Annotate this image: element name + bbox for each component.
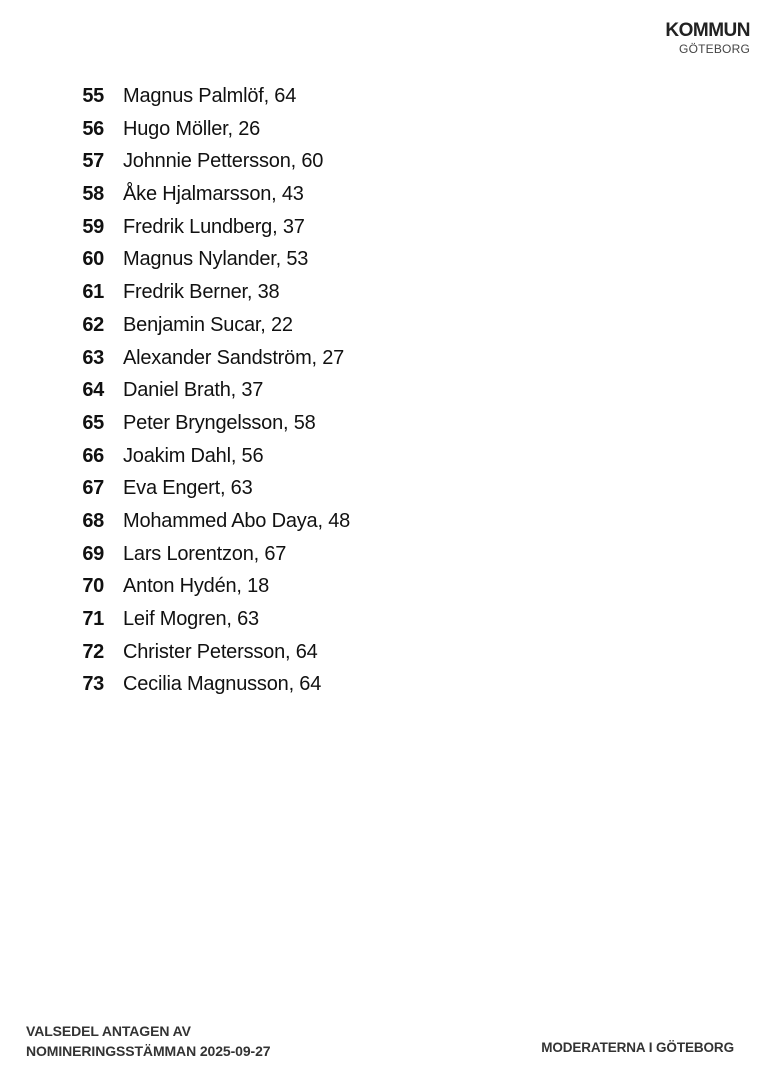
candidate-number: 67: [82, 477, 104, 500]
candidate-row: [60, 440, 350, 473]
candidate-name: Lars Lorentzon, 67: [123, 542, 287, 565]
candidate-row: [60, 276, 350, 309]
candidate-row: [60, 113, 350, 146]
candidate-name: Fredrik Lundberg, 37: [123, 215, 305, 238]
candidate-name: Anton Hydén, 18: [123, 575, 269, 598]
candidate-name: Johnnie Pettersson, 60: [123, 150, 324, 173]
candidate-number: 69: [82, 542, 104, 565]
candidate-row: [60, 505, 350, 538]
candidate-name: Cecilia Magnusson, 64: [123, 673, 322, 696]
candidate-name: Benjamin Sucar, 22: [123, 313, 293, 336]
candidate-number: 61: [82, 281, 104, 304]
candidate-number: 68: [82, 509, 104, 532]
candidate-number: 63: [82, 346, 104, 369]
candidate-number: 62: [82, 313, 104, 336]
candidate-number: 60: [82, 248, 104, 271]
candidate-row: [60, 472, 350, 505]
header-subtitle: GÖTEBORG: [679, 42, 750, 56]
candidate-row: [60, 342, 350, 375]
footer-left-line1: VALSEDEL ANTAGEN AV: [26, 1023, 191, 1039]
candidate-name: Eva Engert, 63: [123, 477, 253, 500]
candidate-name: Fredrik Berner, 38: [123, 281, 280, 304]
candidate-number: 59: [82, 215, 104, 238]
footer-left-line2: NOMINERINGSSTÄMMAN 2025-09-27: [26, 1043, 271, 1059]
candidate-row: [60, 374, 350, 407]
candidate-name: Alexander Sandström, 27: [123, 346, 345, 369]
header-title: KOMMUN: [665, 20, 750, 41]
candidate-row: [60, 178, 350, 211]
candidate-name: Joakim Dahl, 56: [123, 444, 264, 467]
candidate-number: 71: [82, 608, 104, 630]
candidate-name: Åke Hjalmarsson, 43: [123, 183, 304, 206]
candidate-name: Magnus Palmlöf, 64: [123, 85, 297, 107]
candidate-number: 70: [82, 575, 104, 598]
candidate-number: 72: [82, 640, 104, 663]
candidate-row: [60, 309, 350, 342]
candidate-row: [60, 636, 350, 669]
candidate-row: [60, 603, 350, 636]
candidate-number: 65: [82, 411, 104, 434]
candidate-number: 55: [82, 85, 104, 107]
candidate-row: [60, 407, 350, 440]
candidate-name: Leif Mogren, 63: [123, 608, 259, 630]
candidate-number: 58: [82, 183, 104, 206]
candidate-name: Magnus Nylander, 53: [123, 248, 309, 271]
candidate-name: Daniel Brath, 37: [123, 379, 264, 402]
candidate-number: 73: [82, 673, 104, 696]
candidate-row: [60, 80, 350, 113]
candidate-row: [60, 668, 350, 701]
candidate-list: [60, 80, 350, 701]
candidate-row: [60, 538, 350, 571]
election-header: [665, 20, 750, 56]
candidate-name: Peter Bryngelsson, 58: [123, 411, 316, 434]
candidate-number: 64: [82, 379, 104, 402]
candidate-name: Mohammed Abo Daya, 48: [123, 509, 351, 532]
candidate-name: Christer Petersson, 64: [123, 640, 318, 663]
candidate-row: [60, 570, 350, 603]
candidate-row: [60, 211, 350, 244]
candidate-row: [60, 145, 350, 178]
candidate-name: Hugo Möller, 26: [123, 117, 261, 140]
candidate-number: 56: [82, 117, 104, 140]
party-name: MODERATERNA I GÖTEBORG: [541, 1040, 734, 1055]
candidate-number: 66: [82, 444, 104, 467]
candidate-number: 57: [82, 150, 104, 173]
candidate-row: [60, 243, 350, 276]
ballot-approval-note: [26, 1021, 271, 1061]
